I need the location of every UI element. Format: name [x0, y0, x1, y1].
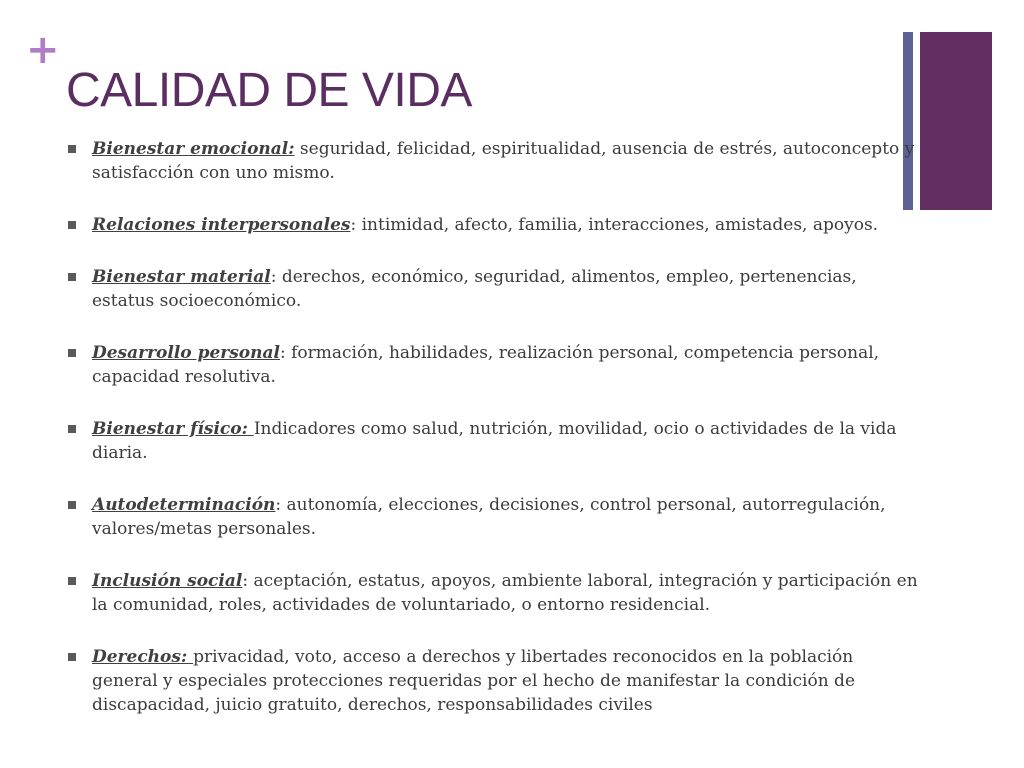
bullet-text: : intimidad, afecto, familia, interacciones, amistades, apoyos.: [350, 215, 879, 235]
bullet-list: [68, 137, 918, 745]
bullet-term: Bienestar material: [92, 267, 271, 287]
bullet-text: Indicadores como salud, nutrición, movilidad, ocio o actividades de la vida diaria.: [92, 419, 897, 463]
bullet-term: Autodeterminación: [92, 495, 276, 515]
bullet-text: : autonomía, elecciones, decisiones, control personal, autorregulación, valores/metas personales.: [92, 495, 886, 539]
bullet-term: Bienestar emocional:: [92, 139, 295, 159]
bullet-term: Desarrollo personal: [92, 343, 280, 363]
bullet-text: privacidad, voto, acceso a derechos y libertades reconocidos en la población general y especiales protecciones requeridas por el hecho de manifestar la condición de discapacidad, juicio gratuito, derechos, responsabilidades civiles: [92, 647, 855, 715]
bullet-item: [68, 137, 918, 185]
bullet-item: [68, 645, 918, 717]
square-bullet-icon: [68, 501, 76, 509]
bullet-item: [68, 569, 918, 617]
square-bullet-icon: [68, 273, 76, 281]
square-bullet-icon: [68, 577, 76, 585]
bullet-item: [68, 265, 918, 313]
bullet-item: [68, 341, 918, 389]
plus-mark: +: [26, 27, 60, 73]
bullet-text: seguridad, felicidad, espiritualidad, ausencia de estrés, autoconcepto y satisfacción con uno mismo.: [92, 139, 915, 183]
bullet-item: [68, 417, 918, 465]
bullet-term: Relaciones interpersonales: [92, 215, 351, 235]
bullet-term: Inclusión social: [92, 571, 243, 591]
square-bullet-icon: [68, 145, 76, 153]
square-bullet-icon: [68, 349, 76, 357]
bullet-text: : aceptación, estatus, apoyos, ambiente laboral, integración y participación en la comunidad, roles, actividades de voluntariado, o entorno residencial.: [92, 571, 918, 615]
bullet-item: [68, 493, 918, 541]
slide-title: CALIDAD DE VIDA: [66, 64, 472, 117]
accent-bar-wide: [920, 32, 992, 210]
square-bullet-icon: [68, 221, 76, 229]
square-bullet-icon: [68, 425, 76, 433]
bullet-term: Derechos:: [92, 647, 194, 667]
square-bullet-icon: [68, 653, 76, 661]
bullet-text: : formación, habilidades, realización personal, competencia personal, capacidad resolutiva.: [92, 343, 880, 387]
bullet-term: Bienestar físico:: [92, 419, 254, 439]
bullet-text: : derechos, económico, seguridad, alimentos, empleo, pertenencias, estatus socioeconómico.: [92, 267, 857, 311]
bullet-item: [68, 213, 918, 237]
